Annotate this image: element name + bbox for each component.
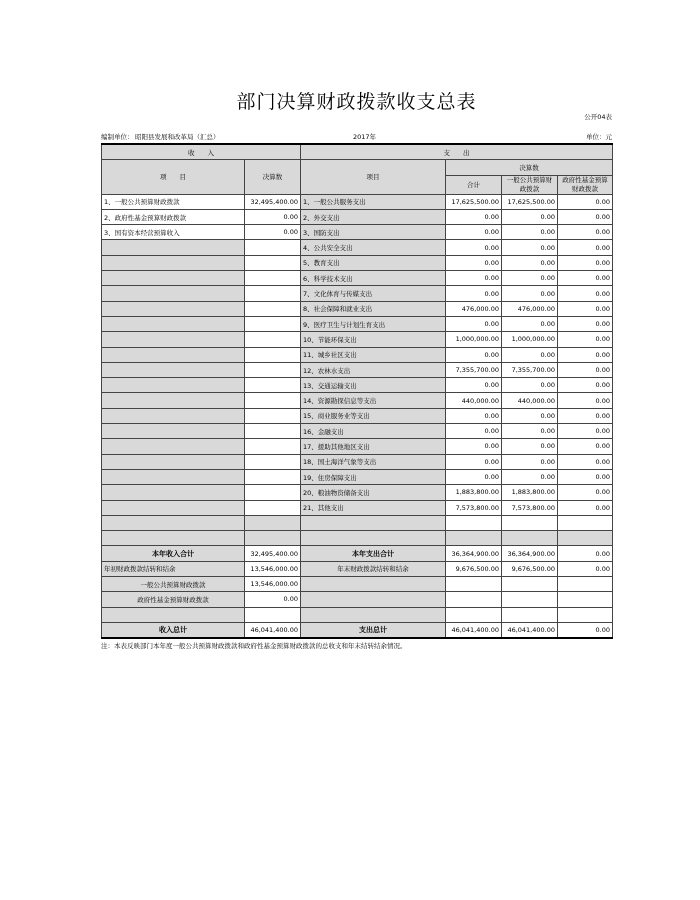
- expense-total-fund: 0.00: [558, 546, 613, 561]
- report-year: 2017年: [353, 133, 377, 141]
- expense-fund-cell: 0.00: [558, 485, 613, 500]
- finance-table: [101, 143, 613, 639]
- expense-item-cell: 7、文化体育与传媒支出: [301, 286, 446, 301]
- fund-budget-header: 政府性基金预算财政拨款: [558, 175, 613, 194]
- expense-total-cell: 0.00: [446, 271, 502, 286]
- income-item-cell: [102, 347, 245, 362]
- expense-grand-total: 46,041,400.00: [446, 622, 502, 638]
- table-row: [102, 500, 613, 515]
- table-row: [102, 485, 613, 500]
- final-amount-header: 决算数: [245, 160, 301, 194]
- carryover-row: [102, 561, 613, 576]
- income-value-cell: 32,495,400.00: [245, 194, 301, 209]
- total-header: 合计: [446, 175, 502, 194]
- table-row: [102, 286, 613, 301]
- expense-fund-cell: 0.00: [558, 316, 613, 331]
- expense-fund-cell: 0.00: [558, 271, 613, 286]
- grand-total-row: [102, 622, 613, 638]
- expense-general-cell: 0.00: [502, 439, 558, 454]
- expense-total-cell: 7,573,800.00: [446, 500, 502, 515]
- income-grand-label: 收入总计: [102, 622, 245, 638]
- expense-total-cell: 0.00: [446, 316, 502, 331]
- expense-total-cell: 0.00: [446, 347, 502, 362]
- expense-item-cell: 13、交通运输支出: [301, 378, 446, 393]
- expense-item-cell: 20、粮油物资储备支出: [301, 485, 446, 500]
- income-item-cell: [102, 271, 245, 286]
- expense-general-cell: 17,625,500.00: [502, 194, 558, 209]
- end-carryover-general: 9,676,500.00: [502, 561, 558, 576]
- income-total-value: 32,495,400.00: [245, 546, 301, 561]
- expense-fund-cell: 0.00: [558, 378, 613, 393]
- expense-total-label: 本年支出合计: [301, 546, 446, 561]
- table-note: 注：本表反映部门本年度一般公共预算财政拨款和政府性基金预算财政拨款的总收支和年末结转结余情况。: [101, 642, 407, 651]
- income-value-cell: [245, 469, 301, 484]
- expense-general-cell: 0.00: [502, 347, 558, 362]
- expense-total-cell: 0.00: [446, 469, 502, 484]
- expense-item-cell: 10、节能环保支出: [301, 332, 446, 347]
- annual-total-row: [102, 546, 613, 561]
- income-value-cell: [245, 362, 301, 377]
- expense-general-cell: 0.00: [502, 469, 558, 484]
- table-row: [102, 301, 613, 316]
- table-row: [102, 454, 613, 469]
- expense-total-cell: 0.00: [446, 454, 502, 469]
- expense-item-cell: 21、其他支出: [301, 500, 446, 515]
- income-item-cell: [102, 316, 245, 331]
- end-carryover-total: 9,676,500.00: [446, 561, 502, 576]
- expense-total-cell: 0.00: [446, 424, 502, 439]
- expense-general-cell: 7,573,800.00: [502, 500, 558, 515]
- income-item-cell: [102, 485, 245, 500]
- income-value-cell: [245, 424, 301, 439]
- expense-general-cell: 0.00: [502, 271, 558, 286]
- table-row: [102, 393, 613, 408]
- expense-general-cell: 0.00: [502, 225, 558, 240]
- expense-general-cell: 0.00: [502, 255, 558, 270]
- expense-total-cell: 0.00: [446, 255, 502, 270]
- expense-fund-cell: 0.00: [558, 439, 613, 454]
- expense-general-cell: 440,000.00: [502, 393, 558, 408]
- expense-total-cell: 476,000.00: [446, 301, 502, 316]
- income-item-cell: [102, 255, 245, 270]
- expense-grand-label: 支出总计: [301, 622, 446, 638]
- begin-general-row: [102, 577, 613, 592]
- expense-fund-cell: 0.00: [558, 301, 613, 316]
- expense-general-cell: 0.00: [502, 209, 558, 224]
- expense-item-cell: 2、外交支出: [301, 209, 446, 224]
- expense-total-value: 36,364,900.00: [446, 546, 502, 561]
- currency-unit: 单位：元: [586, 133, 612, 141]
- expense-fund-cell: 0.00: [558, 454, 613, 469]
- expense-general-cell: 0.00: [502, 240, 558, 255]
- expense-item-cell: 17、援助其他地区支出: [301, 439, 446, 454]
- item-header: 项 目: [102, 160, 245, 194]
- expense-fund-cell: 0.00: [558, 393, 613, 408]
- expense-total-cell: 0.00: [446, 286, 502, 301]
- income-value-cell: [245, 408, 301, 423]
- income-item-cell: [102, 424, 245, 439]
- table-row: [102, 347, 613, 362]
- unit-name: 昭阳县发展和改革局（汇总）: [135, 133, 220, 141]
- expense-item-cell: 11、城乡社区支出: [301, 347, 446, 362]
- income-value-cell: [245, 240, 301, 255]
- expense-general-cell: 0.00: [502, 454, 558, 469]
- table-row: [102, 362, 613, 377]
- expense-general-cell: 476,000.00: [502, 301, 558, 316]
- income-value-cell: [245, 255, 301, 270]
- income-value-cell: [245, 347, 301, 362]
- expense-fund-cell: 0.00: [558, 240, 613, 255]
- table-row: [102, 271, 613, 286]
- expense-item-cell: 18、国土海洋气象等支出: [301, 454, 446, 469]
- expense-general-cell: 1,883,800.00: [502, 485, 558, 500]
- expense-item-cell: 8、社会保障和就业支出: [301, 301, 446, 316]
- expense-item-cell: 5、教育支出: [301, 255, 446, 270]
- expense-total-cell: 440,000.00: [446, 393, 502, 408]
- income-item-cell: [102, 454, 245, 469]
- table-row: [102, 316, 613, 331]
- end-carryover-fund: 0.00: [558, 561, 613, 576]
- expense-general-cell: 0.00: [502, 316, 558, 331]
- expense-item-cell: 15、商业服务业等支出: [301, 408, 446, 423]
- income-total-label: 本年收入合计: [102, 546, 245, 561]
- expense-item-cell: 3、国防支出: [301, 225, 446, 240]
- expense-fund-cell: 0.00: [558, 194, 613, 209]
- table-row: [102, 408, 613, 423]
- blank-row: [102, 531, 613, 546]
- income-item-cell: [102, 469, 245, 484]
- expense-total-cell: 1,000,000.00: [446, 332, 502, 347]
- begin-general-value: 13,546,000.00: [245, 577, 301, 592]
- report-meta-row-2: [101, 130, 612, 143]
- expense-total-cell: 0.00: [446, 378, 502, 393]
- begin-carryover-label: 年初财政拨款结转和结余: [102, 561, 245, 576]
- income-item-cell: [102, 393, 245, 408]
- expense-fund-cell: 0.00: [558, 286, 613, 301]
- expense-total-cell: 0.00: [446, 408, 502, 423]
- expense-item-cell: 9、医疗卫生与计划生育支出: [301, 316, 446, 331]
- income-item-cell: [102, 301, 245, 316]
- expense-item-cell: 16、金融支出: [301, 424, 446, 439]
- expense-total-cell: 17,625,500.00: [446, 194, 502, 209]
- expense-total-cell: 0.00: [446, 225, 502, 240]
- expense-fund-cell: 0.00: [558, 408, 613, 423]
- income-item-cell: [102, 240, 245, 255]
- expense-item-cell: 19、住房保障支出: [301, 469, 446, 484]
- form-code: 公开04表: [584, 113, 612, 121]
- income-value-cell: [245, 393, 301, 408]
- header-row-section: [102, 144, 613, 160]
- expense-general-cell: 1,000,000.00: [502, 332, 558, 347]
- expense-total-cell: 1,883,800.00: [446, 485, 502, 500]
- expense-total-cell: 0.00: [446, 209, 502, 224]
- begin-fund-value: 0.00: [245, 592, 301, 607]
- expense-item-cell: 4、公共安全支出: [301, 240, 446, 255]
- income-value-cell: [245, 454, 301, 469]
- report-meta-row: [101, 113, 612, 130]
- income-value-cell: [245, 439, 301, 454]
- expense-header: 支 出: [301, 144, 613, 160]
- expense-total-general: 36,364,900.00: [502, 546, 558, 561]
- table-row: [102, 469, 613, 484]
- header-row-1: [102, 160, 613, 175]
- table-row: [102, 332, 613, 347]
- expense-grand-fund: 0.00: [558, 622, 613, 638]
- expense-general-cell: 7,355,700.00: [502, 362, 558, 377]
- income-item-cell: [102, 286, 245, 301]
- table-row: [102, 378, 613, 393]
- income-item-cell: 1、一般公共预算财政拨款: [102, 194, 245, 209]
- income-grand-value: 46,041,400.00: [245, 622, 301, 638]
- expense-total-cell: 0.00: [446, 240, 502, 255]
- table-row: [102, 209, 613, 224]
- expense-item-cell: 12、农林水支出: [301, 362, 446, 377]
- end-carryover-label: 年末财政拨款结转和结余: [301, 561, 446, 576]
- item2-header: 项目: [301, 160, 446, 194]
- income-value-cell: [245, 271, 301, 286]
- income-item-cell: 2、政府性基金预算财政拨款: [102, 209, 245, 224]
- blank-row: [102, 515, 613, 530]
- expense-total-cell: 7,355,700.00: [446, 362, 502, 377]
- expense-fund-cell: 0.00: [558, 424, 613, 439]
- income-item-cell: [102, 362, 245, 377]
- expense-fund-cell: 0.00: [558, 500, 613, 515]
- expense-general-cell: 0.00: [502, 286, 558, 301]
- table-row: [102, 194, 613, 209]
- income-value-cell: 0.00: [245, 225, 301, 240]
- begin-fund-label: 政府性基金预算财政拨款: [102, 592, 245, 607]
- income-item-cell: [102, 500, 245, 515]
- unit-label: 编制单位：: [101, 133, 134, 141]
- income-value-cell: [245, 316, 301, 331]
- table-row: [102, 424, 613, 439]
- expense-fund-cell: 0.00: [558, 332, 613, 347]
- expense-fund-cell: 0.00: [558, 255, 613, 270]
- expense-fund-cell: 0.00: [558, 362, 613, 377]
- income-item-cell: [102, 378, 245, 393]
- begin-fund-row: [102, 592, 613, 607]
- income-item-cell: 3、国有资本经营预算收入: [102, 225, 245, 240]
- income-item-cell: [102, 332, 245, 347]
- expense-grand-general: 46,041,400.00: [502, 622, 558, 638]
- table-row: [102, 439, 613, 454]
- expense-total-cell: 0.00: [446, 439, 502, 454]
- income-item-cell: [102, 439, 245, 454]
- table-row: [102, 255, 613, 270]
- begin-general-label: 一般公共预算财政拨款: [102, 577, 245, 592]
- income-value-cell: [245, 301, 301, 316]
- table-row: [102, 225, 613, 240]
- income-value-cell: [245, 286, 301, 301]
- report-sheet: [101, 86, 612, 650]
- blank-row: [102, 607, 613, 622]
- expense-item-cell: 1、一般公共服务支出: [301, 194, 446, 209]
- income-value-cell: 0.00: [245, 209, 301, 224]
- final-amount2-header: 决算数: [446, 160, 613, 175]
- income-value-cell: [245, 332, 301, 347]
- income-value-cell: [245, 378, 301, 393]
- begin-carryover-value: 13,546,000.00: [245, 561, 301, 576]
- report-title: 部门决算财政拨款收支总表: [236, 91, 477, 113]
- expense-item-cell: 14、资源勘探信息等支出: [301, 393, 446, 408]
- expense-general-cell: 0.00: [502, 424, 558, 439]
- table-row: [102, 240, 613, 255]
- expense-fund-cell: 0.00: [558, 225, 613, 240]
- income-header: 收 入: [102, 144, 301, 160]
- expense-fund-cell: 0.00: [558, 469, 613, 484]
- income-value-cell: [245, 485, 301, 500]
- income-item-cell: [102, 408, 245, 423]
- income-value-cell: [245, 500, 301, 515]
- expense-fund-cell: 0.00: [558, 347, 613, 362]
- expense-fund-cell: 0.00: [558, 209, 613, 224]
- expense-general-cell: 0.00: [502, 378, 558, 393]
- general-budget-header: 一般公共预算财政拨款: [502, 175, 558, 194]
- expense-item-cell: 6、科学技术支出: [301, 271, 446, 286]
- expense-general-cell: 0.00: [502, 408, 558, 423]
